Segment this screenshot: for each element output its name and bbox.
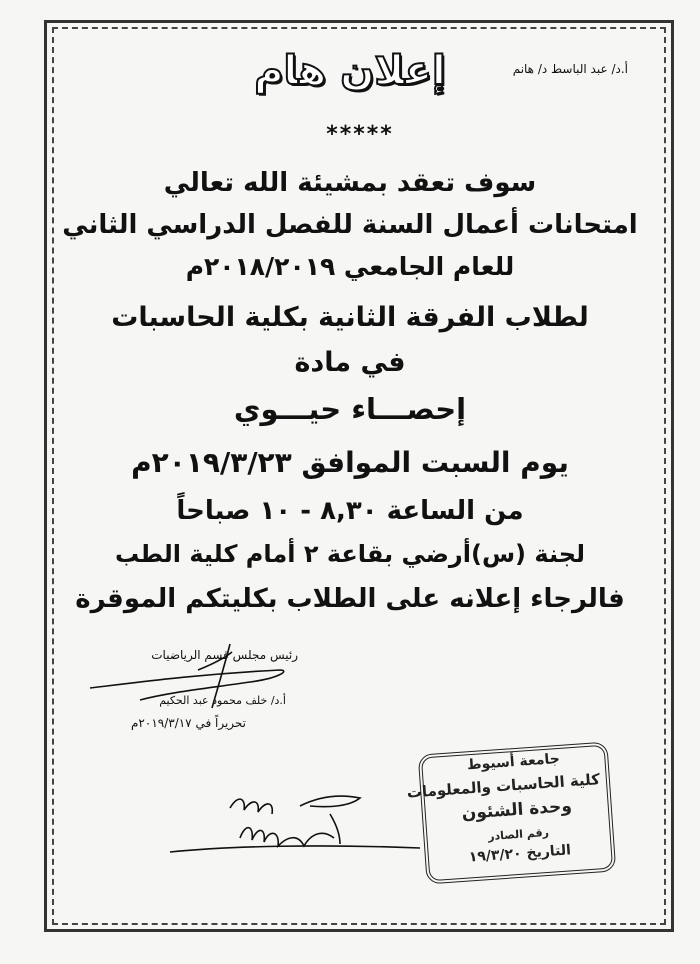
body-line-4: لطلاب الفرقة الثانية بكلية الحاسبات xyxy=(111,302,589,333)
stamp-faculty: كلية الحاسبات والمعلومات xyxy=(406,770,601,802)
body-line-5: في مادة xyxy=(294,347,406,378)
exam-time-line: من الساعة ٨,٣٠ - ١٠ صباحاً xyxy=(176,496,524,526)
stamp-university: جامعة أسيوط xyxy=(466,750,561,774)
signatory-title: رئيس مجلس قسم الرياضيات xyxy=(151,648,298,662)
signature-1-scribble xyxy=(80,630,310,720)
announcement-title: إعلان هام xyxy=(254,48,446,94)
body-line-3: للعام الجامعي ٢٠١٨/٢٠١٩م xyxy=(185,252,515,281)
exam-room-line: لجنة (س)أرضي بقاعة ٢ أمام كلية الطب xyxy=(114,540,586,568)
official-stamp xyxy=(406,742,617,885)
signatory-name: أ.د/ خلف محمود عبد الحكيم xyxy=(159,694,286,707)
stars-divider: ***** xyxy=(326,122,394,147)
recipient-line: أ.د/ عبد الباسط د/ هانم xyxy=(512,62,628,76)
request-line: فالرجاء إعلانه على الطلاب بكليتكم الموقرة xyxy=(75,584,625,614)
signature-2-scribble xyxy=(160,778,430,868)
subject-line: إحصـــاء حيـــوي xyxy=(233,392,467,426)
body-line-2: امتحانات أعمال السنة للفصل الدراسي الثاني xyxy=(62,210,638,240)
exam-date-line: يوم السبت الموافق ٢٠١٩/٣/٢٣م xyxy=(131,446,569,479)
body-line-1: سوف تعقد بمشيئة الله تعالي xyxy=(163,168,537,198)
issue-date: تحريراً في ٢٠١٩/٣/١٧م xyxy=(130,716,246,730)
stamp-ref-label: رقم الصادر xyxy=(487,825,550,844)
stamp-date: التاريخ ١٩/٣/٢٠ xyxy=(468,842,572,866)
stamp-unit: وحدة الشئون xyxy=(461,796,573,824)
